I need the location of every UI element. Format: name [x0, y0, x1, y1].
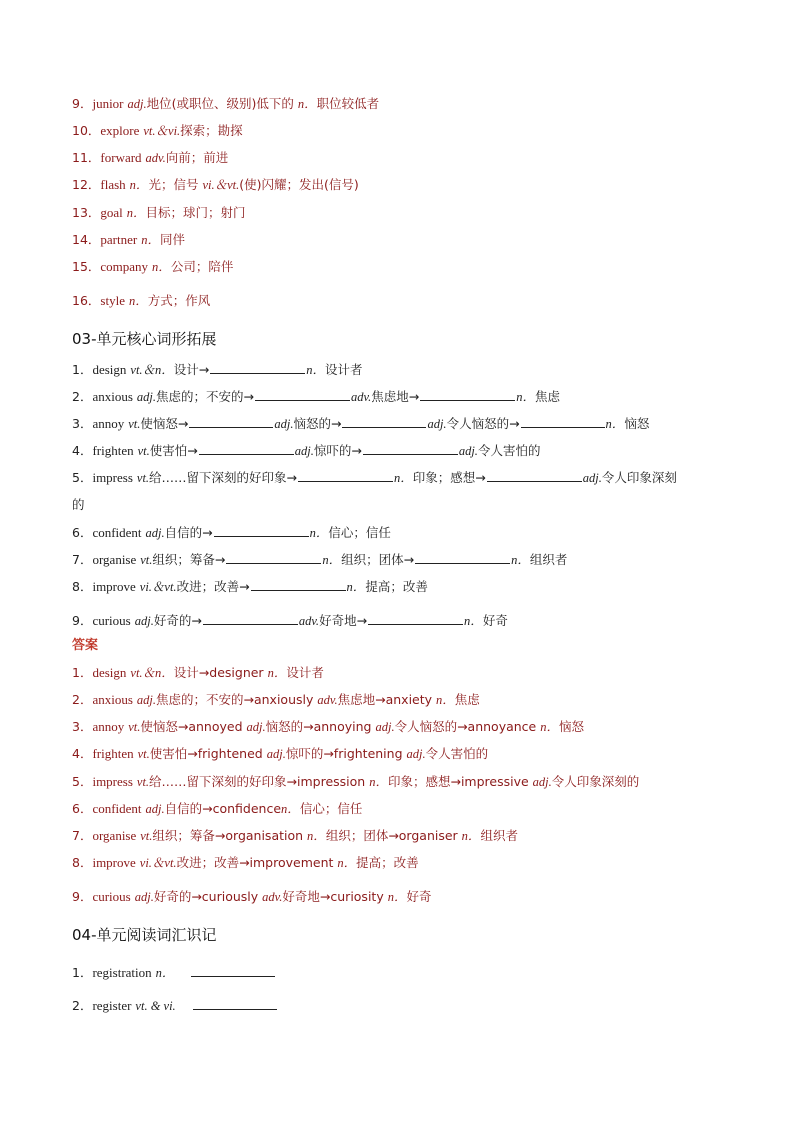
vocab-item: 15．company n．公司；陪伴 [72, 259, 234, 274]
answer-blank[interactable] [368, 612, 463, 625]
answer-item: 2．anxious adj.焦虑的；不安的→anxiously adv.焦虑地→anxiety n．焦虑 [72, 692, 480, 707]
exercise-item: 5．impress vt.给……留下深刻的好印象→ n．印象；感想→ adj.令人印象深刻 [72, 470, 677, 485]
vocab-item: 10．explore vt.＆vi.探索；勘探 [72, 123, 243, 138]
vocab-item: 11．forward adv.向前；前进 [72, 150, 229, 165]
exercise-item: 9．curious adj.好奇的→ adv.好奇地→ n．好奇 [72, 613, 508, 628]
answer-item: 4．frighten vt.使害怕→frightened adj.惊吓的→frightening adj.令人害怕的 [72, 746, 489, 761]
answer-blank[interactable] [487, 469, 582, 482]
answer-item: 6．confident adj.自信的→confidencen．信心；信任 [72, 801, 363, 816]
answer-item: 5．impress vt.给……留下深刻的好印象→impression n．印象；感想→impressive adj.令人印象深刻的 [72, 774, 640, 789]
vocab-item: 14．partner n．同伴 [72, 232, 185, 247]
exercise-item: 8．improve vi.＆vt.改进；改善→ n．提高；改善 [72, 579, 428, 594]
section-heading: 04-单元阅读词汇识记 [72, 926, 217, 944]
exercise-item: 4．frighten vt.使害怕→ adj.惊吓的→ adj.令人害怕的 [72, 443, 541, 458]
exercise-item: 7．organise vt.组织；筹备→ n．组织；团体→ n．组织者 [72, 552, 568, 567]
exercise-item: 6．confident adj.自信的→ n．信心；信任 [72, 525, 391, 540]
answer-blank[interactable] [199, 442, 294, 455]
reading-item: 1．registration n． [72, 964, 276, 981]
answer-blank[interactable] [363, 442, 458, 455]
vocab-item: 16．style n．方式；作风 [72, 293, 211, 308]
answer-blank[interactable] [210, 361, 305, 374]
reading-item: 2．register vt. & vi. [72, 997, 278, 1014]
exercise-item-continued: 的 [72, 497, 85, 512]
answer-item: 1．design vt.＆n．设计→designer n．设计者 [72, 665, 324, 680]
answer-blank[interactable] [203, 612, 298, 625]
answer-blank[interactable] [189, 415, 273, 428]
vocab-item: 13．goal n．目标；球门；射门 [72, 205, 246, 220]
answer-blank[interactable] [226, 551, 321, 564]
answer-item: 7．organise vt.组织；筹备→organisation n．组织；团体→organiser n．组织者 [72, 828, 518, 843]
answer-blank[interactable] [298, 469, 393, 482]
exercise-item: 3．annoy vt.使恼怒→ adj.恼怒的→ adj.令人恼怒的→ n．恼怒 [72, 416, 650, 431]
answer-item: 8．improve vi.＆vt.改进；改善→improvement n．提高；改善 [72, 855, 419, 870]
answer-item: 3．annoy vt.使恼怒→annoyed adj.恼怒的→annoying adj.令人恼怒的→annoyance n．恼怒 [72, 719, 585, 734]
answer-blank[interactable] [251, 578, 346, 591]
exercise-item: 2．anxious adj.焦虑的；不安的→ adv.焦虑地→ n．焦虑 [72, 389, 560, 404]
answer-blank[interactable] [255, 388, 350, 401]
answer-blank[interactable] [191, 964, 275, 977]
answer-blank[interactable] [420, 388, 515, 401]
answer-item: 9．curious adj.好奇的→curiously adv.好奇地→curiosity n．好奇 [72, 889, 432, 904]
section-heading: 03-单元核心词形拓展 [72, 330, 217, 348]
vocab-item: 12．flash n．光；信号 vi.＆vt.(使)闪耀；发出(信号) [72, 177, 359, 192]
answer-label: 答案 [72, 638, 99, 653]
answer-blank[interactable] [415, 551, 510, 564]
exercise-item: 1．design vt.＆n．设计→ n．设计者 [72, 362, 363, 377]
vocab-item: 9．junior adj.地位(或职位、级别)低下的 n．职位较低者 [72, 96, 380, 111]
answer-blank[interactable] [521, 415, 605, 428]
answer-blank[interactable] [342, 415, 426, 428]
answer-blank[interactable] [214, 524, 309, 537]
answer-blank[interactable] [193, 997, 277, 1010]
